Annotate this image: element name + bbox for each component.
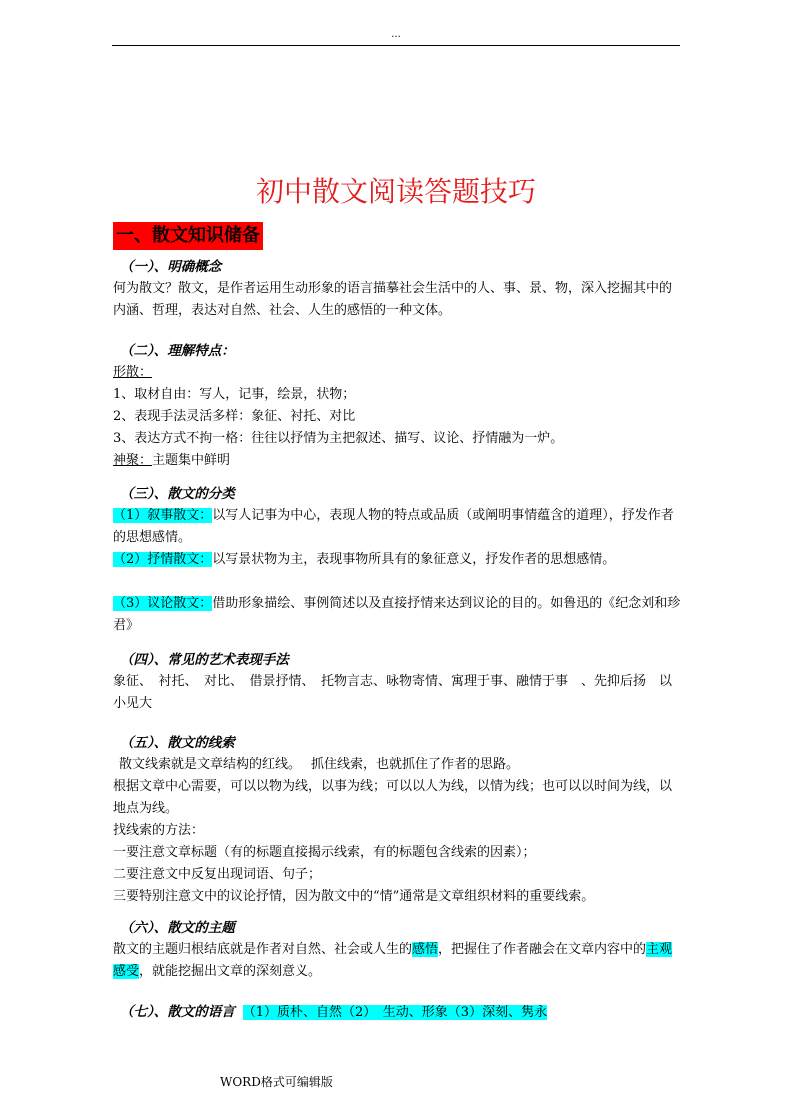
- paragraph: 象征、 衬托、 对比、 借景抒情、 托物言志、咏物寄情、寓理于事、融情于事 、先抑后扬 以小见大: [113, 674, 673, 711]
- category-label: （2）抒情散文：: [113, 552, 213, 567]
- paragraph: 三要特别注意文中的议论抒情，因为散文中的“情”通常是文章组织材料的重要线索。: [113, 889, 595, 904]
- paragraph: 何为散文？散文，是作者运用生动形象的语言描摹社会生活中的人、事、景、物，深入挖掘其中的内涵、哲理，表达对自然、社会、人生的感悟的一种文体。: [113, 281, 673, 318]
- header-rule: [112, 45, 680, 46]
- paragraph: 找线索的方法：: [113, 823, 205, 838]
- language-highlight: （1）质朴、自然（2） 生动、形象（3）深刻、隽永: [242, 1005, 548, 1020]
- subsection-language: [113, 1001, 683, 1024]
- subsection-heading: （六）、散文的主题: [120, 920, 235, 936]
- paragraph: 二要注意文中反复出现词语、句子；: [113, 867, 322, 882]
- list-item: 3、表达方式不拘一格：往往以抒情为主把叙述、描写、议论、抒情融为一炉。: [113, 431, 564, 446]
- list-item: 2、表现手法灵活多样：象征、衬托、对比: [113, 409, 356, 424]
- footer-text: WORD格式可编辑版: [220, 1075, 333, 1089]
- highlight: 感悟: [412, 942, 439, 957]
- subsection-heading: （三）、散文的分类: [120, 486, 235, 502]
- paragraph: 一要注意文章标题（有的标题直接揭示线索，有的标题包含线索的因素）；: [113, 845, 536, 860]
- category-text: 以写景状物为主，表现事物所具有的象征意义，抒发作者的思想感情。: [212, 552, 616, 567]
- subsection-techniques: [113, 649, 683, 715]
- form-label: 形散：: [113, 365, 153, 380]
- subsection-theme: [113, 917, 683, 983]
- category-text: 以写人记事为中心，表现人物的特点或品质（或阐明事情蕴含的道理），抒发作者的思想感情。: [113, 508, 674, 545]
- subsection-heading: （二）、理解特点：: [120, 343, 235, 359]
- section-heading-knowledge: 一、散文知识储备: [113, 222, 263, 250]
- subsection-concept: [113, 256, 683, 322]
- clue-line: 抓住线索，也就抓住了作者的思路。: [311, 757, 520, 772]
- subsection-heading: （一）、明确概念: [120, 259, 222, 275]
- subsection-clues: [113, 732, 683, 908]
- spirit-text: 主题集中鲜明: [152, 453, 231, 468]
- subsection-heading: （四）、常见的艺术表现手法: [120, 652, 289, 668]
- theme-text: ，就能挖掘出文章的深刻意义。: [139, 964, 322, 979]
- highlight: 主观感受: [113, 942, 673, 979]
- category-label: （1）叙事散文：: [113, 508, 213, 523]
- category-label: （3）议论散文：: [113, 596, 213, 611]
- subsection-classification: [113, 483, 683, 637]
- document-title: 初中散文阅读答题技巧: [255, 175, 536, 208]
- subsection-heading: （七）、散文的语言: [120, 1004, 235, 1020]
- list-item: 1、取材自由：写人，记事，绘景，状物；: [113, 387, 356, 402]
- clue-line: 散文线索就是文章结构的红线。: [119, 757, 302, 772]
- spirit-label: 神聚：: [113, 453, 153, 468]
- theme-text: 散文的主题归根结底就是作者对自然、社会或人生的: [113, 942, 413, 957]
- header-dots: ...: [391, 29, 401, 40]
- subsection-features: [113, 340, 683, 472]
- subsection-heading: （五）、散文的线索: [120, 735, 235, 751]
- theme-text: ，把握住了作者融会在文章内容中的: [438, 942, 647, 957]
- category-text: 借助形象描绘、事例简述以及直接抒情来达到议论的目的。如鲁迅的《纪念刘和珍君》: [113, 596, 681, 633]
- paragraph: 根据文章中心需要，可以以物为线，以事为线；可以以人为线，以情为线；也可以以时间为线，以地点为线。: [113, 779, 673, 816]
